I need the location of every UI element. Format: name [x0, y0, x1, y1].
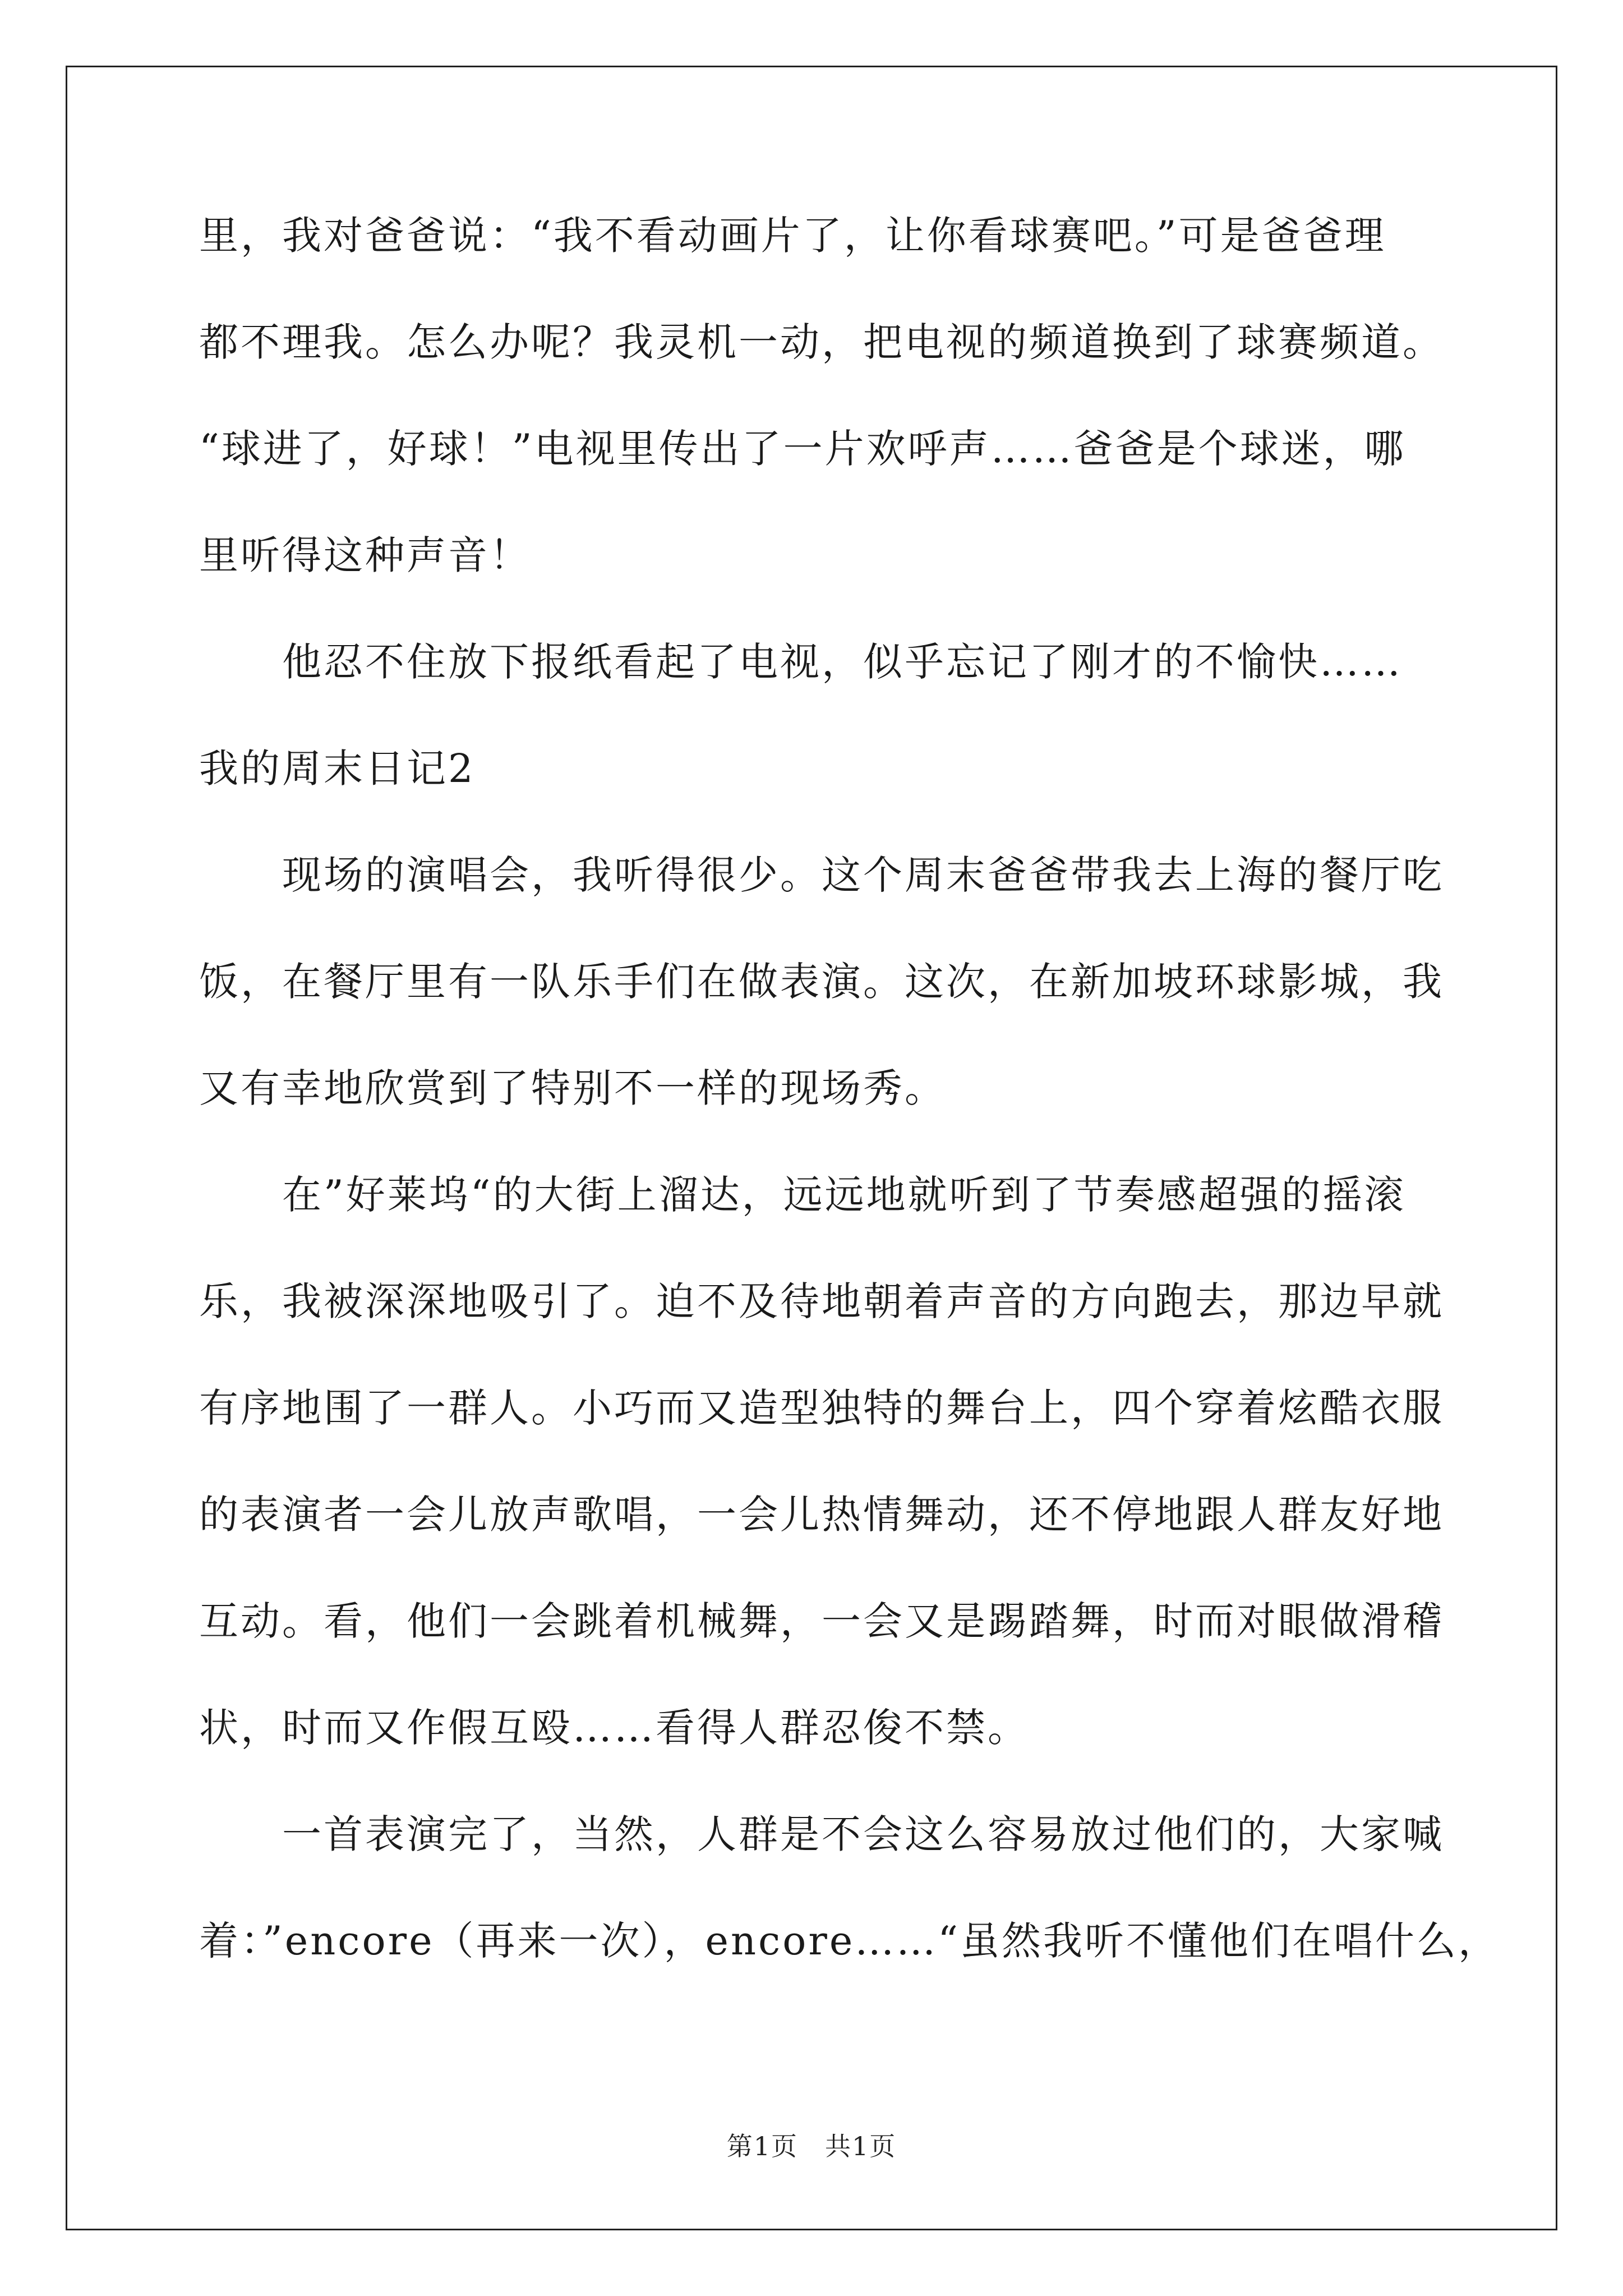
- text-line: 他忍不住放下报纸看起了电视，似乎忘记了刚才的不愉快……: [282, 639, 1403, 685]
- text-line: 里，我对爸爸说：“我不看动画片了，让你看球赛吧。”可是爸爸理: [199, 213, 1386, 259]
- text-line: 在”好莱坞“的大街上溜达，远远地就听到了节奏感超强的摇滚: [282, 1172, 1406, 1218]
- text-line: 有序地围了一群人。小巧而又造型独特的舞台上，四个穿着炫酷衣服: [199, 1385, 1444, 1431]
- text-line: 乐，我被深深地吸引了。迫不及待地朝着声音的方向跑去，那边早就: [199, 1278, 1444, 1324]
- text-line: 现场的演唱会，我听得很少。这个周末爸爸带我去上海的餐厅吃: [282, 852, 1444, 898]
- text-line: 里听得这种声音！: [199, 532, 531, 578]
- text-line: 状，时而又作假互殴……看得人群忍俊不禁。: [199, 1705, 1029, 1751]
- text-line: “球进了，好球！”电视里传出了一片欢呼声……爸爸是个球迷，哪: [199, 426, 1406, 472]
- text-line: 着：”encore（再来一次），encore……“虽然我听不懂他们在唱什么，: [199, 1918, 1500, 1964]
- text-line: 互动。看，他们一会跳着机械舞，一会又是踢踏舞，时而对眼做滑稽: [199, 1598, 1444, 1644]
- text-line: 又有幸地欣赏到了特别不一样的现场秀。: [199, 1065, 946, 1111]
- text-line: 都不理我。怎么办呢？我灵机一动，把电视的频道换到了球赛频道。: [199, 319, 1444, 365]
- page-border: [66, 66, 1557, 2230]
- text-line: 一首表演完了，当然，人群是不会这么容易放过他们的，大家喊: [282, 1811, 1444, 1857]
- text-line: 饭，在餐厅里有一队乐手们在做表演。这次，在新加坡环球影城，我: [199, 959, 1444, 1005]
- page-footer: 第1页 共1页: [726, 2131, 897, 2161]
- text-line: 的表演者一会儿放声歌唱，一会儿热情舞动，还不停地跟人群友好地: [199, 1492, 1444, 1538]
- section-heading: 我的周末日记2: [199, 746, 476, 792]
